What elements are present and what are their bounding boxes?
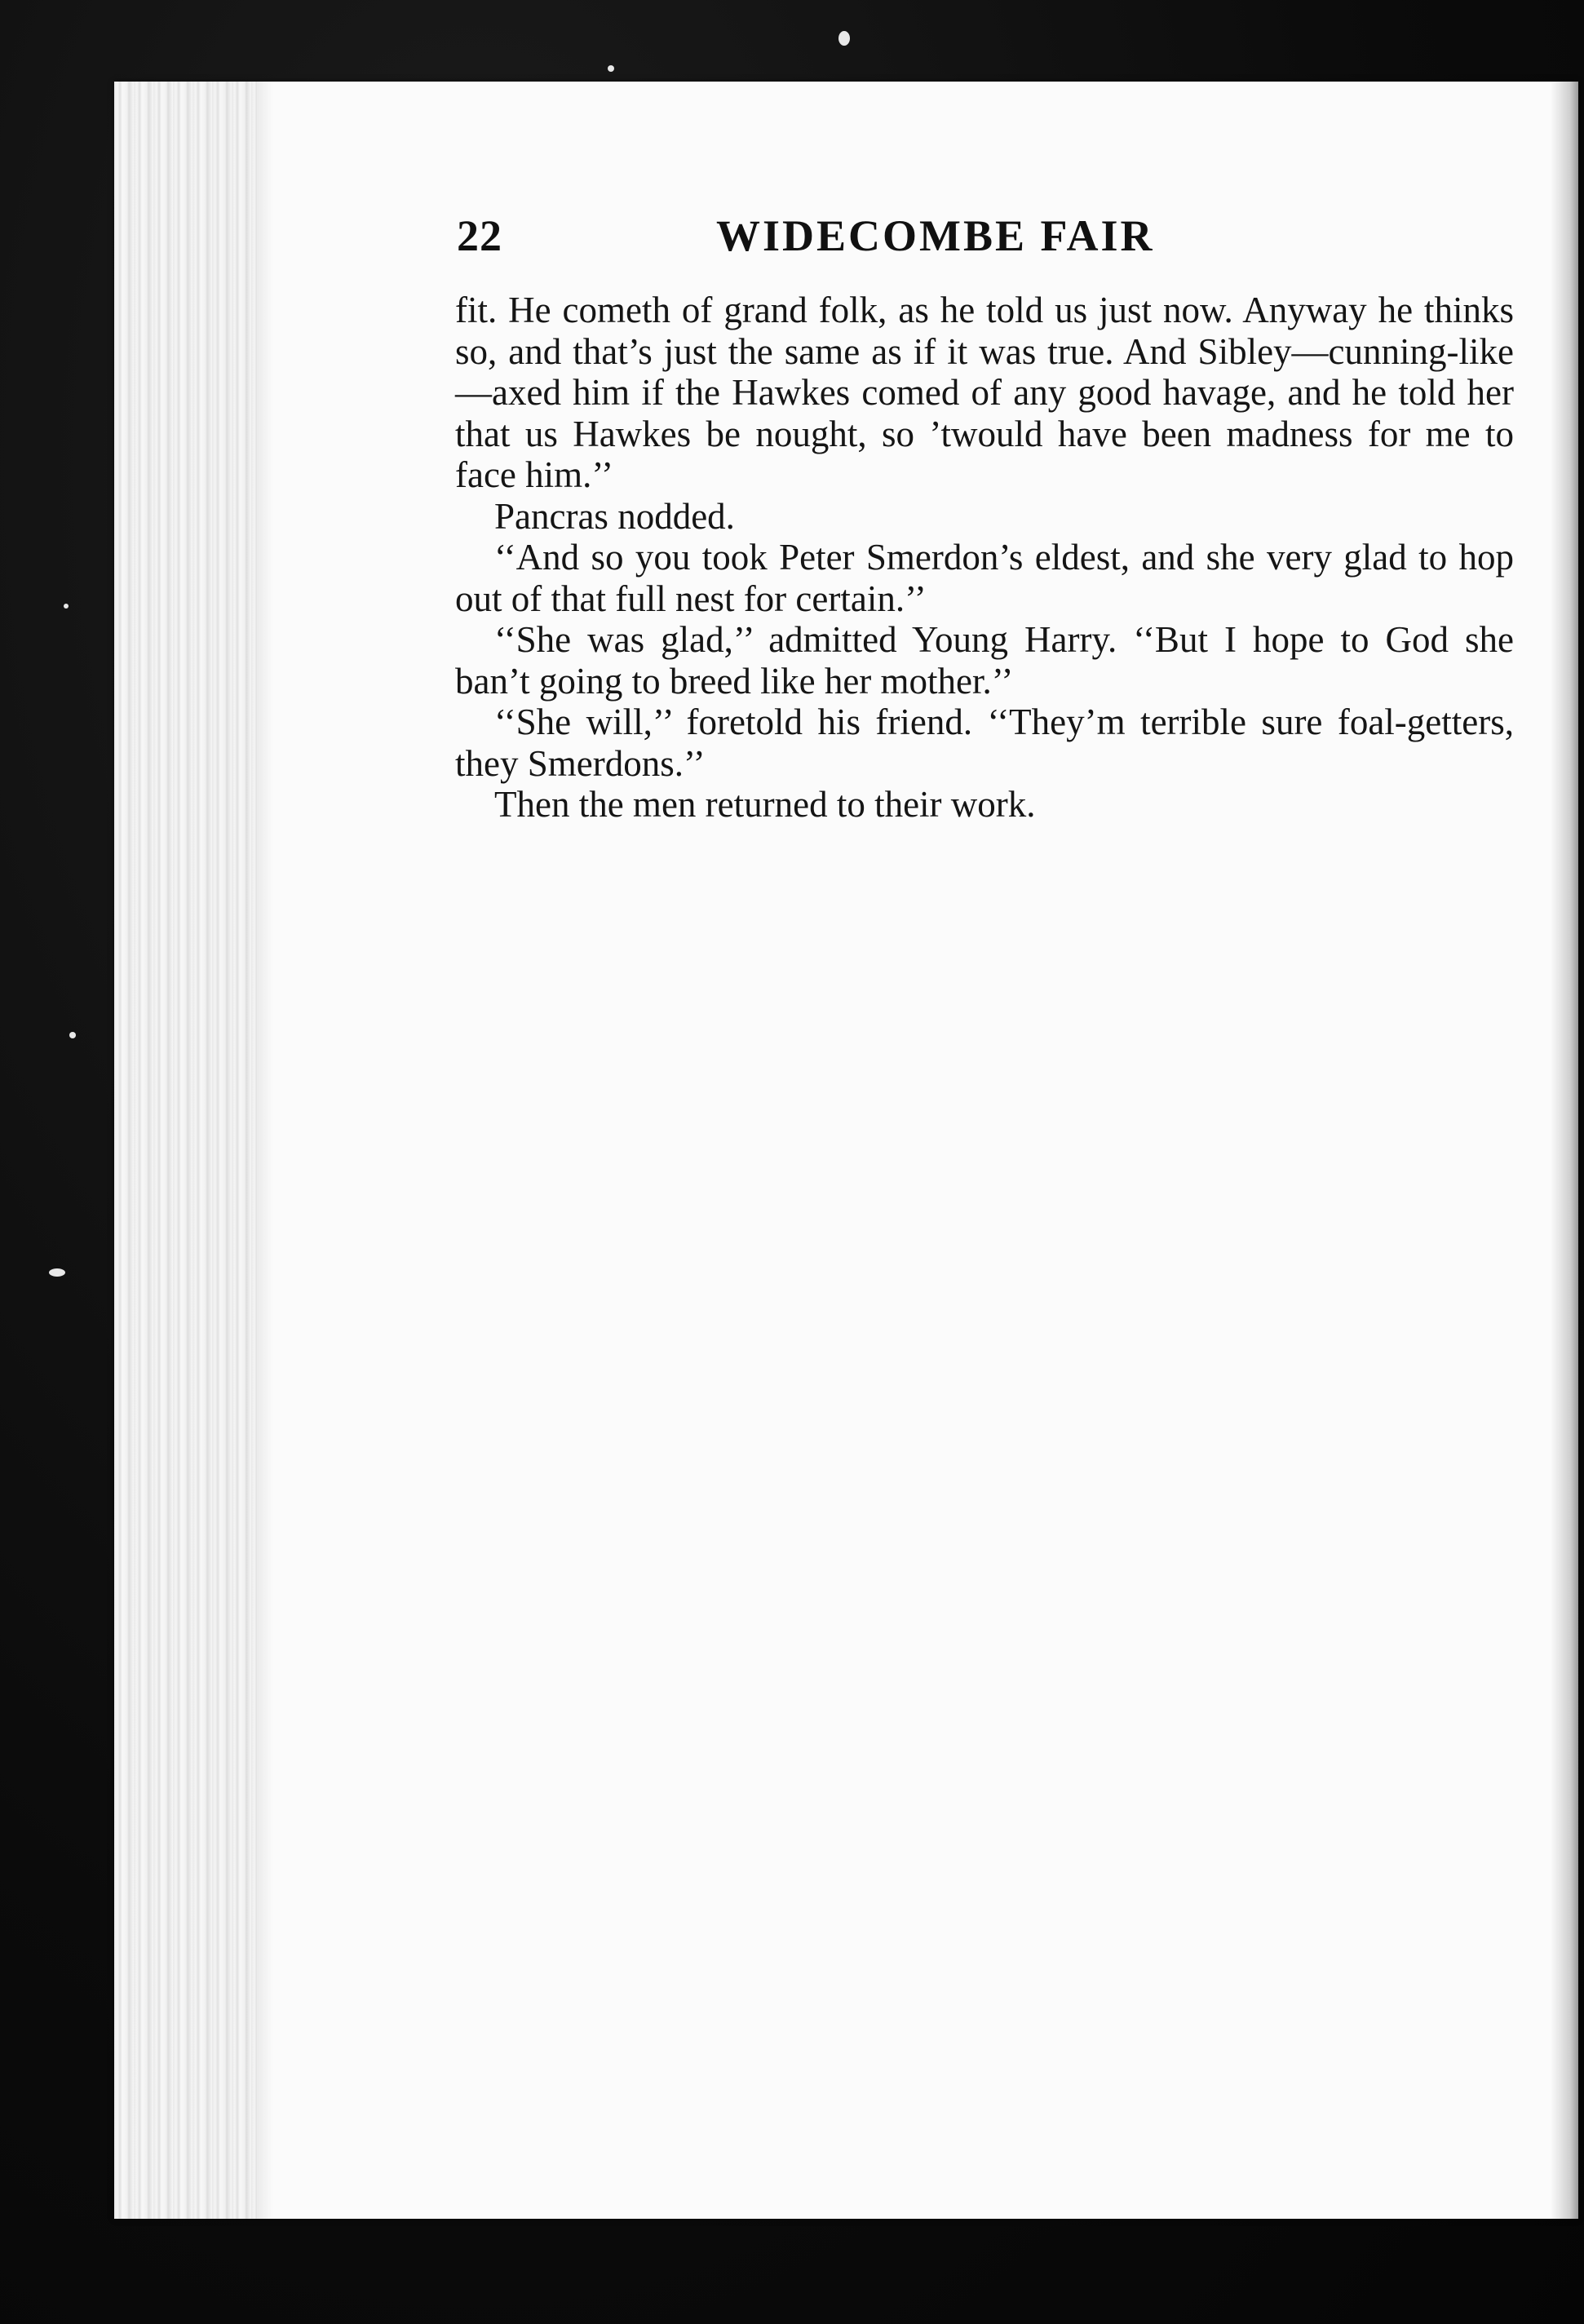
dust-speck [49, 1268, 65, 1277]
page-gutter-shadow [1551, 82, 1578, 2219]
paragraph: ‘‘And so you took Peter Smerdon’s eldest, and she very glad to hop out of that full nest for certain.’’ [455, 537, 1514, 619]
paragraph: ‘‘She was glad,’’ admitted Young Harry. ‘‘But I hope to God she ban’t going to breed like her mother.’’ [455, 619, 1514, 702]
page-number: 22 [457, 211, 502, 260]
paragraph: Then the men returned to their work. [494, 784, 1036, 825]
running-title: WIDECOMBE FAIR [716, 211, 1155, 260]
paragraph: Pancras nodded. [494, 495, 735, 537]
page-edges [114, 82, 257, 2219]
dust-speck [608, 65, 614, 72]
paragraph: fit. He cometh of grand folk, as he told us just now. Anyway he thinks so, and that’s just the same as if it was true. And Sibley—cunning-like—axed him if the Hawkes comed of any good havage, and he told her that us Hawkes be nought, so ’twould have been madness for me to face him.’’ [455, 290, 1514, 495]
dust-speck [69, 1032, 76, 1038]
body-text [455, 290, 1514, 826]
dust-speck [64, 604, 69, 609]
page-header [457, 210, 1240, 268]
paragraph: ‘‘She will,’’ foretold his friend. ‘‘They’m terrible sure foal-getters, they Smerdons.’’ [455, 702, 1514, 784]
dust-speck [838, 31, 850, 46]
